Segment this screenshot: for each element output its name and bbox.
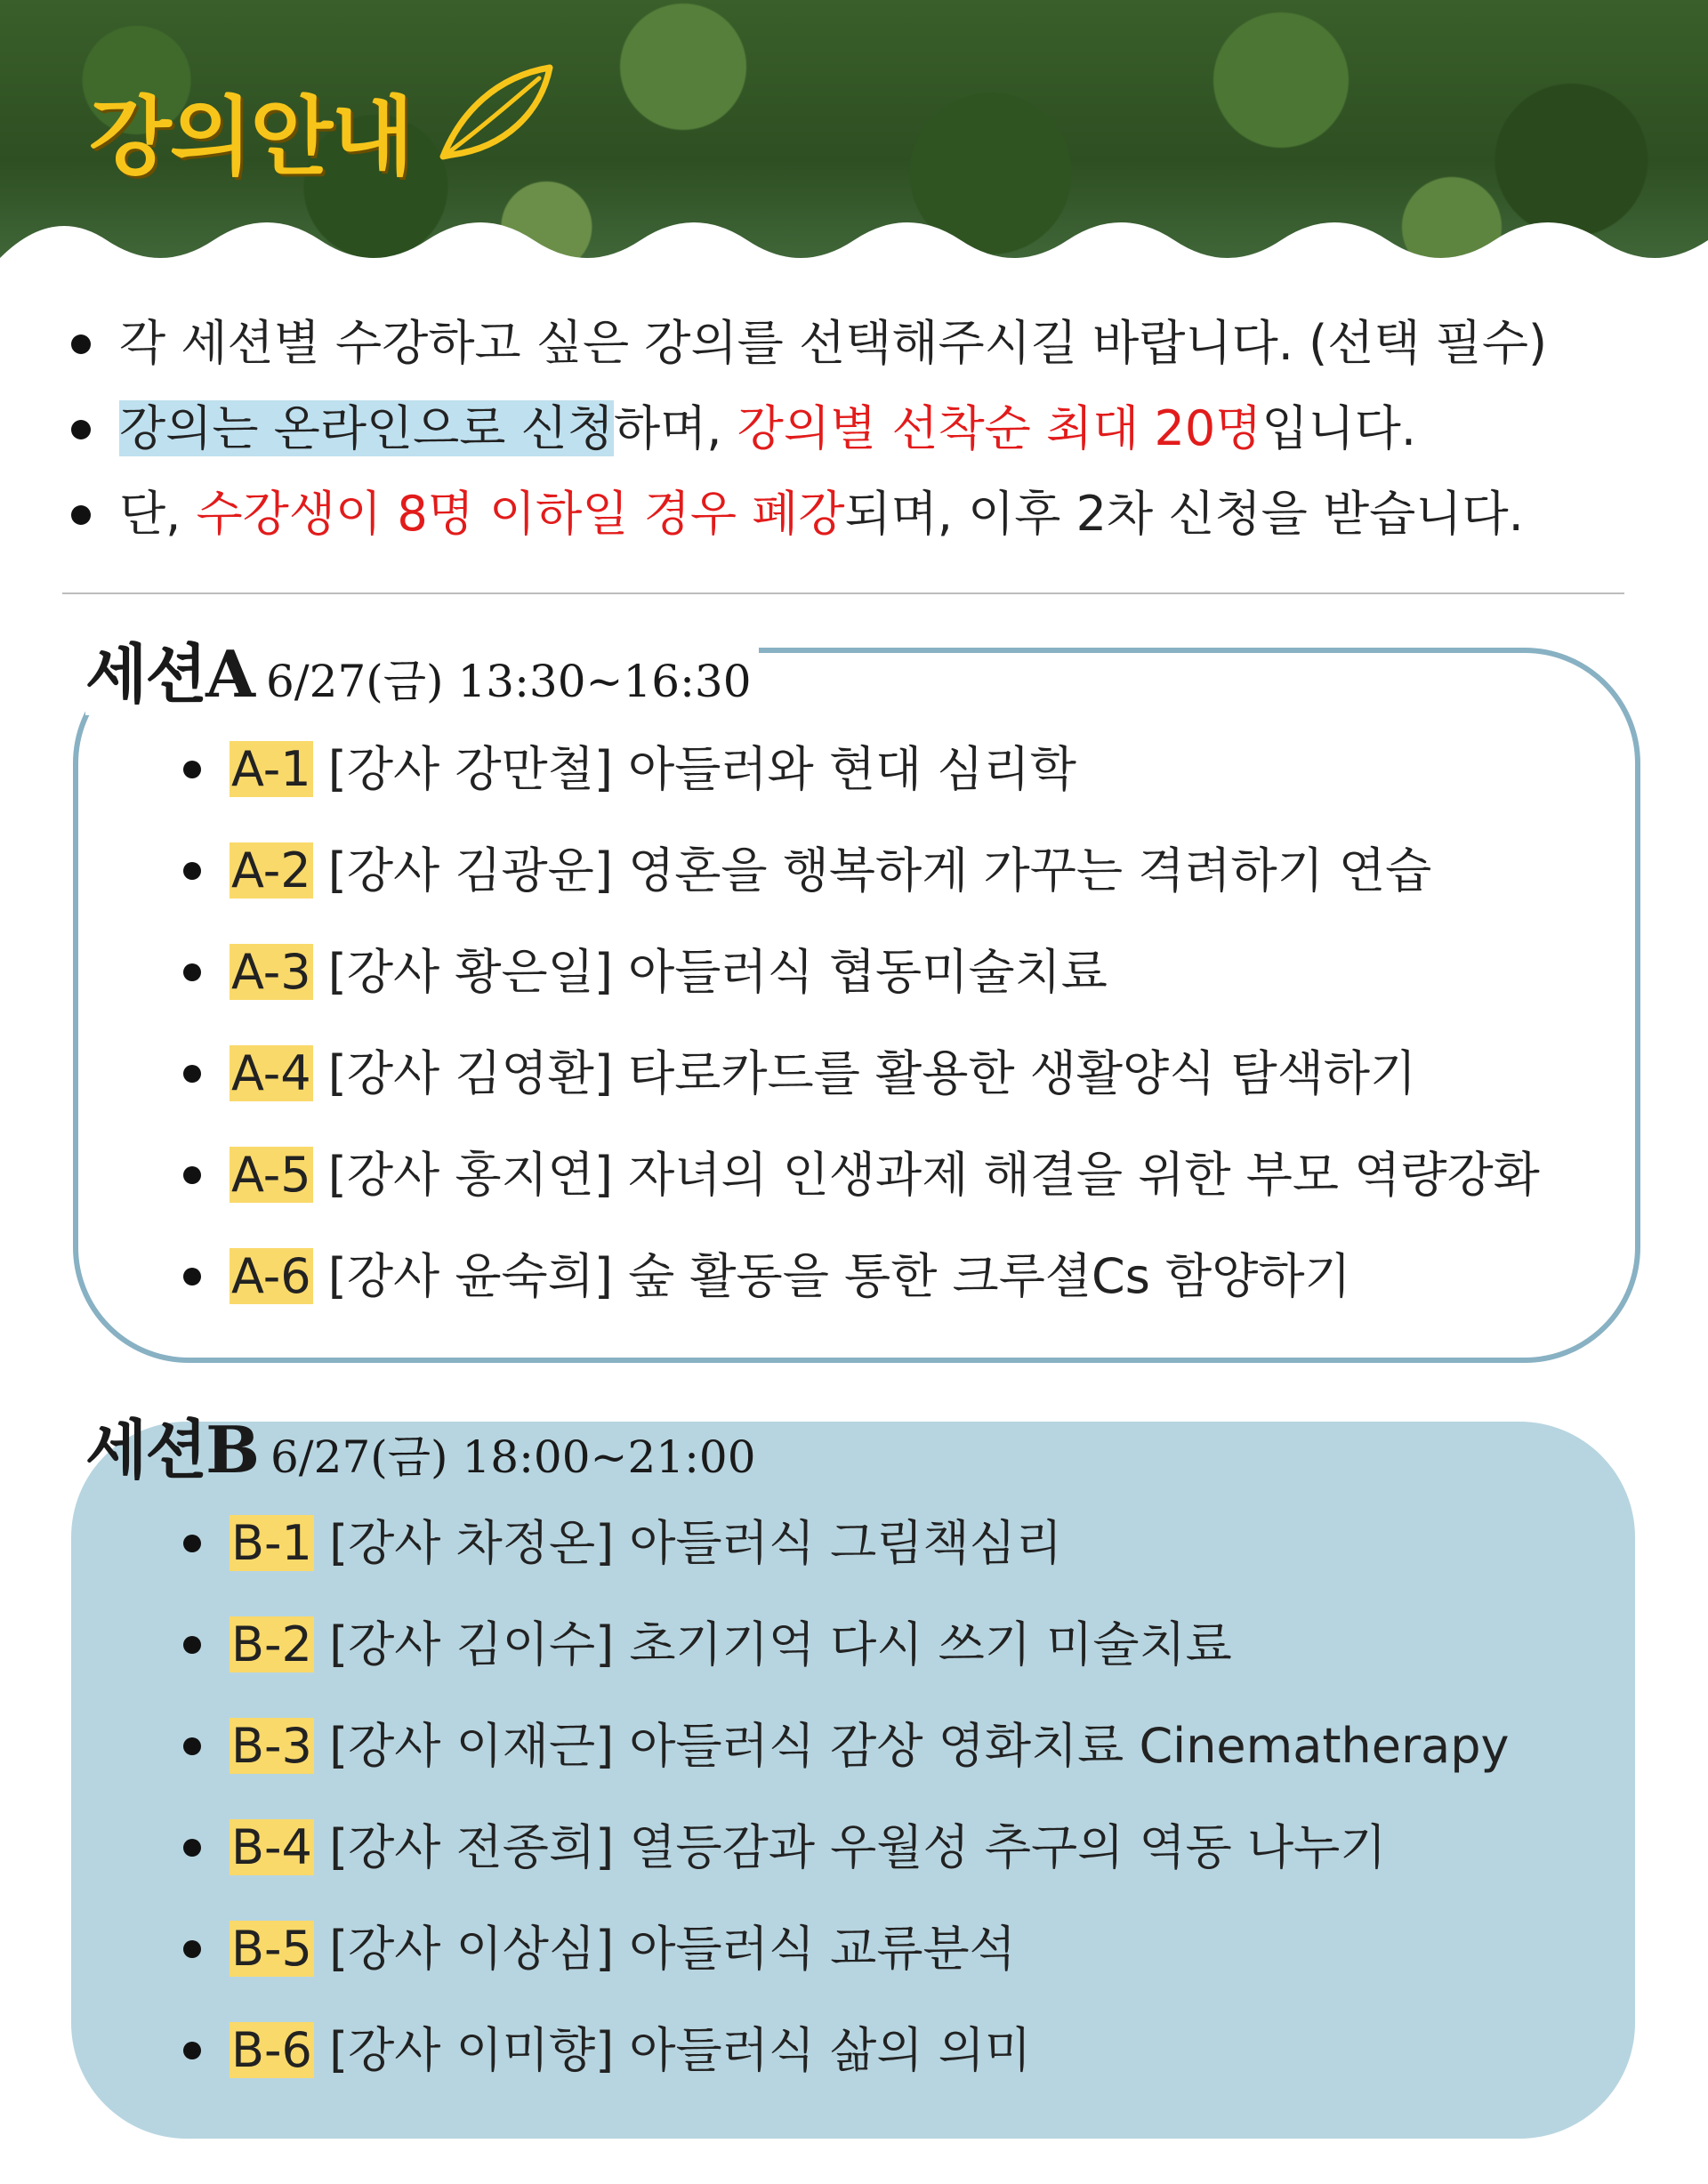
lecture-code: A-4 [231,1045,311,1101]
lecture-title: [강사 이재근] 아들러식 감상 영화치료 Cinematherapy [329,1718,1510,1774]
section-divider [62,592,1624,594]
header-banner [0,0,1708,267]
lecture-code: A-1 [231,741,311,797]
lecture-item [183,1797,1509,1898]
session-a-list [183,719,1540,1327]
session-b-list [183,1493,1509,2101]
lecture-code: B-2 [231,1616,312,1672]
wave-divider [0,205,1708,276]
lecture-title: [강사 김영환] 타로카드를 활용한 생활양식 탐색하기 [327,1045,1417,1101]
lecture-item [183,719,1540,820]
lecture-title: [강사 홍지연] 자녀의 인생과제 해결을 위한 부모 역량강화 [327,1147,1540,1203]
lecture-code: B-3 [231,1718,312,1774]
notice-text: 입니다. [1261,400,1417,456]
lecture-code: B-5 [231,1921,312,1977]
lecture-code: A-5 [231,1147,311,1203]
lecture-item [183,922,1540,1023]
session-b-header [85,1398,756,1491]
notice-text: 단, [119,486,197,542]
notice-text: 되며, 이후 2차 신청을 받습니다. [844,486,1524,542]
session-a-time: 6/27(금) 13:30~16:30 [265,656,752,707]
session-b-name: 세션B [85,1412,258,1487]
lecture-code: B-4 [231,1819,312,1875]
notice-list [62,301,1646,557]
lecture-item [183,1594,1509,1696]
lecture-code: B-1 [231,1515,312,1571]
leaf-icon [434,59,559,165]
notice-item [62,386,1646,471]
notice-text: 하며, [613,400,737,456]
notice-item [62,471,1646,557]
notice-item [62,301,1646,386]
notice-emphasis: 강의별 선착순 최대 20명 [737,400,1262,456]
page-title: 강의안내 [89,87,412,187]
notice-text: 각 세션별 수강하고 싶은 강의를 선택해주시길 바랍니다. (선택 필수) [119,315,1548,371]
session-a-name: 세션A [85,636,254,712]
lecture-item [183,1493,1509,1594]
lecture-item [183,1023,1540,1124]
lecture-item [183,1898,1509,2000]
lecture-code: A-6 [231,1248,311,1304]
session-a-header [85,623,759,715]
lecture-title: [강사 김광운] 영혼을 행복하게 가꾸는 격려하기 연습 [327,842,1432,899]
lecture-title: [강사 황은일] 아들러식 협동미술치료 [327,944,1108,1000]
lecture-item [183,1696,1509,1797]
notice-highlight: 강의는 온라인으로 신청 [119,400,614,456]
lecture-code: A-2 [231,842,311,899]
lecture-title: [강사 전종희] 열등감과 우월성 추구의 역동 나누기 [329,1819,1387,1875]
session-b-time: 6/27(금) 18:00~21:00 [270,1431,756,1483]
lecture-item [183,1226,1540,1327]
notice-emphasis: 수강생이 8명 이하일 경우 폐강 [196,486,845,542]
lecture-title: [강사 김이수] 초기기억 다시 쓰기 미술치료 [329,1616,1232,1672]
lecture-title: [강사 이미향] 아들러식 삶의 의미 [329,2022,1031,2078]
lecture-code: B-6 [231,2022,312,2078]
lecture-item [183,2000,1509,2101]
lecture-item [183,820,1540,922]
lecture-title: [강사 강만철] 아들러와 현대 심리학 [327,741,1076,797]
lecture-item [183,1124,1540,1226]
lecture-code: A-3 [231,944,311,1000]
lecture-title: [강사 차정온] 아들러식 그림책심리 [329,1515,1062,1571]
lecture-title: [강사 윤숙희] 숲 활동을 통한 크루셜Cs 함양하기 [327,1248,1351,1304]
lecture-title: [강사 이상심] 아들러식 교류분석 [329,1921,1016,1977]
